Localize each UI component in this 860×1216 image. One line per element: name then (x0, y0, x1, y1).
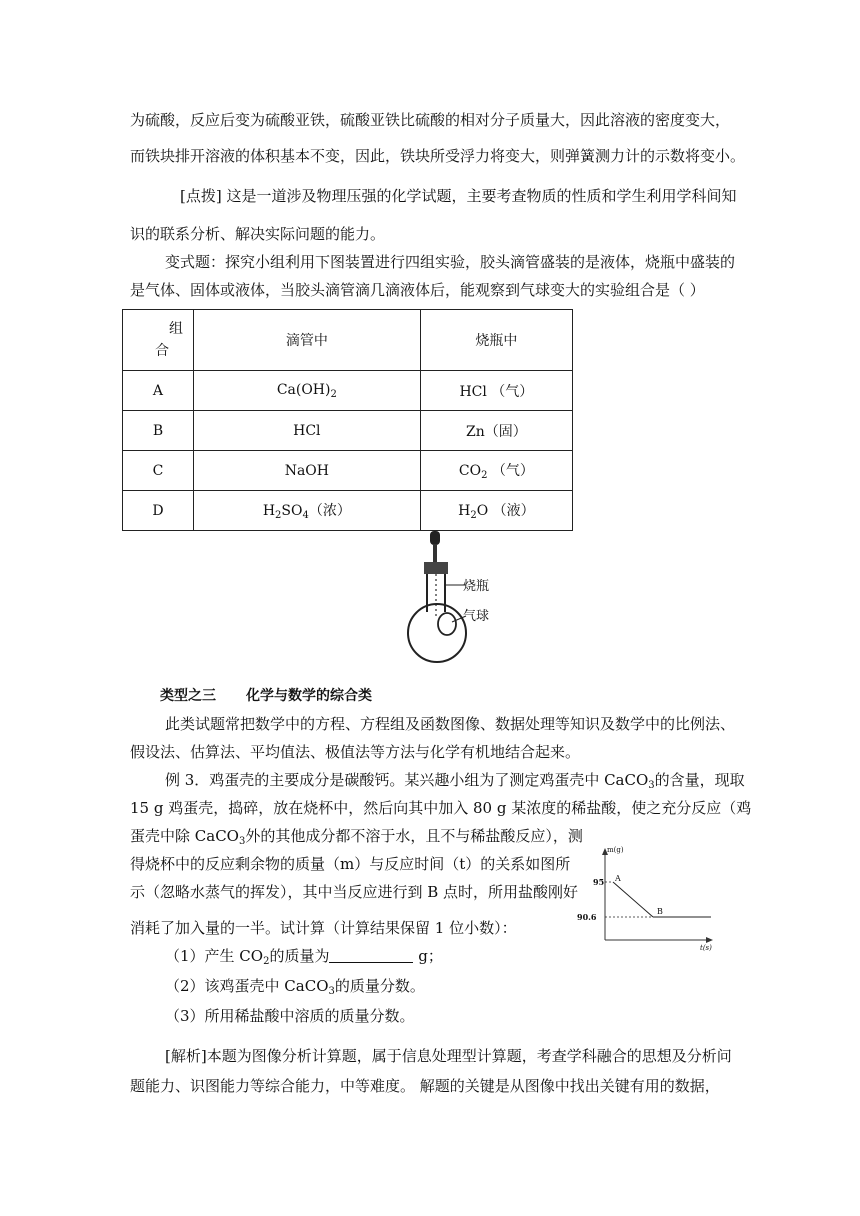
mass-time-chart (575, 842, 715, 952)
example-line4: 得烧杯中的反应剩余物的质量（m）与反应时间（t）的关系如图所 (130, 855, 571, 873)
row-group: C (123, 451, 194, 491)
row-dropper: $H_2SO_4$（浓） (193, 491, 420, 531)
example-line5: 示（忽略水蒸气的挥发），其中当反应进行到 B 点时，所用盐酸刚好 (130, 883, 579, 901)
table-head-group: 组 合 (123, 310, 194, 371)
row-flask: $CO_2$ （气） (420, 451, 572, 491)
y-tick-95: 95 (593, 877, 605, 887)
row-group: A (123, 371, 194, 411)
row-flask: Zn（固） (420, 411, 572, 451)
row-group: B (123, 411, 194, 451)
balloon-icon (438, 613, 456, 635)
example-line1: 例 3．鸡蛋壳的主要成分是碳酸钙。某兴趣小组为了测定鸡蛋壳中 CaCO$_3$的含量，现取 (165, 771, 745, 791)
variant-line1: 变式题：探究小组利用下图装置进行四组实验，胶头滴管盛装的是液体，烧瓶中盛装的 (165, 253, 736, 271)
intro-line1: 此类试题常把数学中的方程、方程组及函数图像、数据处理等知识及数学中的比例法、 (165, 715, 736, 733)
section-title: 化学与数学的综合类 (246, 688, 372, 704)
dropper-bulb-icon (430, 531, 440, 545)
point-label-a: A (615, 874, 621, 883)
question-2: （2）该鸡蛋壳中 CaCO$_3$的质量分数。 (165, 977, 425, 997)
row-dropper: $Ca(OH)_2$ (193, 371, 420, 411)
row-flask: HCl （气） (420, 371, 572, 411)
intro-line2: 假设法、估算法、平均值法、极值法等方法与化学有机地结合起来。 (130, 743, 581, 761)
example-line6: 消耗了加入量的一半。试计算（计算结果保留 1 位小数）： (130, 919, 517, 937)
row-group: D (123, 491, 194, 531)
table-row (123, 371, 573, 411)
dianbo-line1: [点拨] 这是一道涉及物理压强的化学试题，主要考查物质的性质和学生利用学科间知 (180, 187, 737, 205)
apparatus-figure (400, 530, 510, 666)
point-label-b: B (657, 907, 663, 916)
decline-segment (613, 882, 653, 917)
example-line3: 蛋壳中除 CaCO$_3$外的其他成分都不溶于水，且不与稀盐酸反应），测 (130, 827, 583, 847)
table-row (123, 411, 573, 451)
flask-bulb-icon (408, 604, 466, 662)
variant-line2: 是气体、固体或液体，当胶头滴管滴几滴液体后，能观察到气球变大的实验组合是（ ） (130, 281, 705, 299)
question-3: （3）所用稀盐酸中溶质的质量分数。 (165, 1007, 415, 1025)
x-axis-label: t(s) (700, 944, 712, 952)
analysis-line2: 题能力、识图能力等综合能力，中等难度。 解题的关键是从图像中找出关键有用的数据， (130, 1077, 720, 1095)
para1-line1: 为硫酸，反应后变为硫酸亚铁，硫酸亚铁比硫酸的相对分子质量大，因此溶液的密度变大， (130, 111, 731, 129)
para1-line2: 而铁块排开溶液的体积基本不变，因此，铁块所受浮力将变大，则弹簧测力计的示数将变小。 (130, 147, 746, 165)
experiment-table (122, 309, 573, 531)
table-row (123, 451, 573, 491)
stopper-icon (424, 562, 448, 574)
example-line2: 15 g 鸡蛋壳，捣碎，放在烧杯中，然后向其中加入 80 g 某浓度的稀盐酸，使之充分反应（鸡 (130, 799, 752, 817)
label-flask: 烧瓶 (463, 579, 490, 594)
label-balloon: 气球 (463, 609, 490, 624)
y-axis-label: m(g) (607, 846, 624, 854)
row-flask: $H_2O$ （液） (420, 491, 572, 531)
table-row (123, 491, 573, 531)
section-heading (160, 686, 372, 706)
y-tick-90-6: 90.6 (577, 912, 597, 922)
answer-blank (329, 948, 413, 963)
table-head-flask: 烧瓶中 (420, 310, 572, 371)
dianbo-line2: 识的联系分析、解决实际问题的能力。 (130, 225, 386, 243)
row-dropper: HCl (193, 411, 420, 451)
section-type: 类型之三 (160, 688, 216, 704)
question-1: （1）产生 $CO_2$的质量为 g； (165, 947, 443, 967)
analysis-line1: [解析]本题为图像分析计算题，属于信息处理型计算题，考查学科融合的思想及分析问 (165, 1047, 732, 1065)
row-dropper: NaOH (193, 451, 420, 491)
table-head-dropper: 滴管中 (193, 310, 420, 371)
